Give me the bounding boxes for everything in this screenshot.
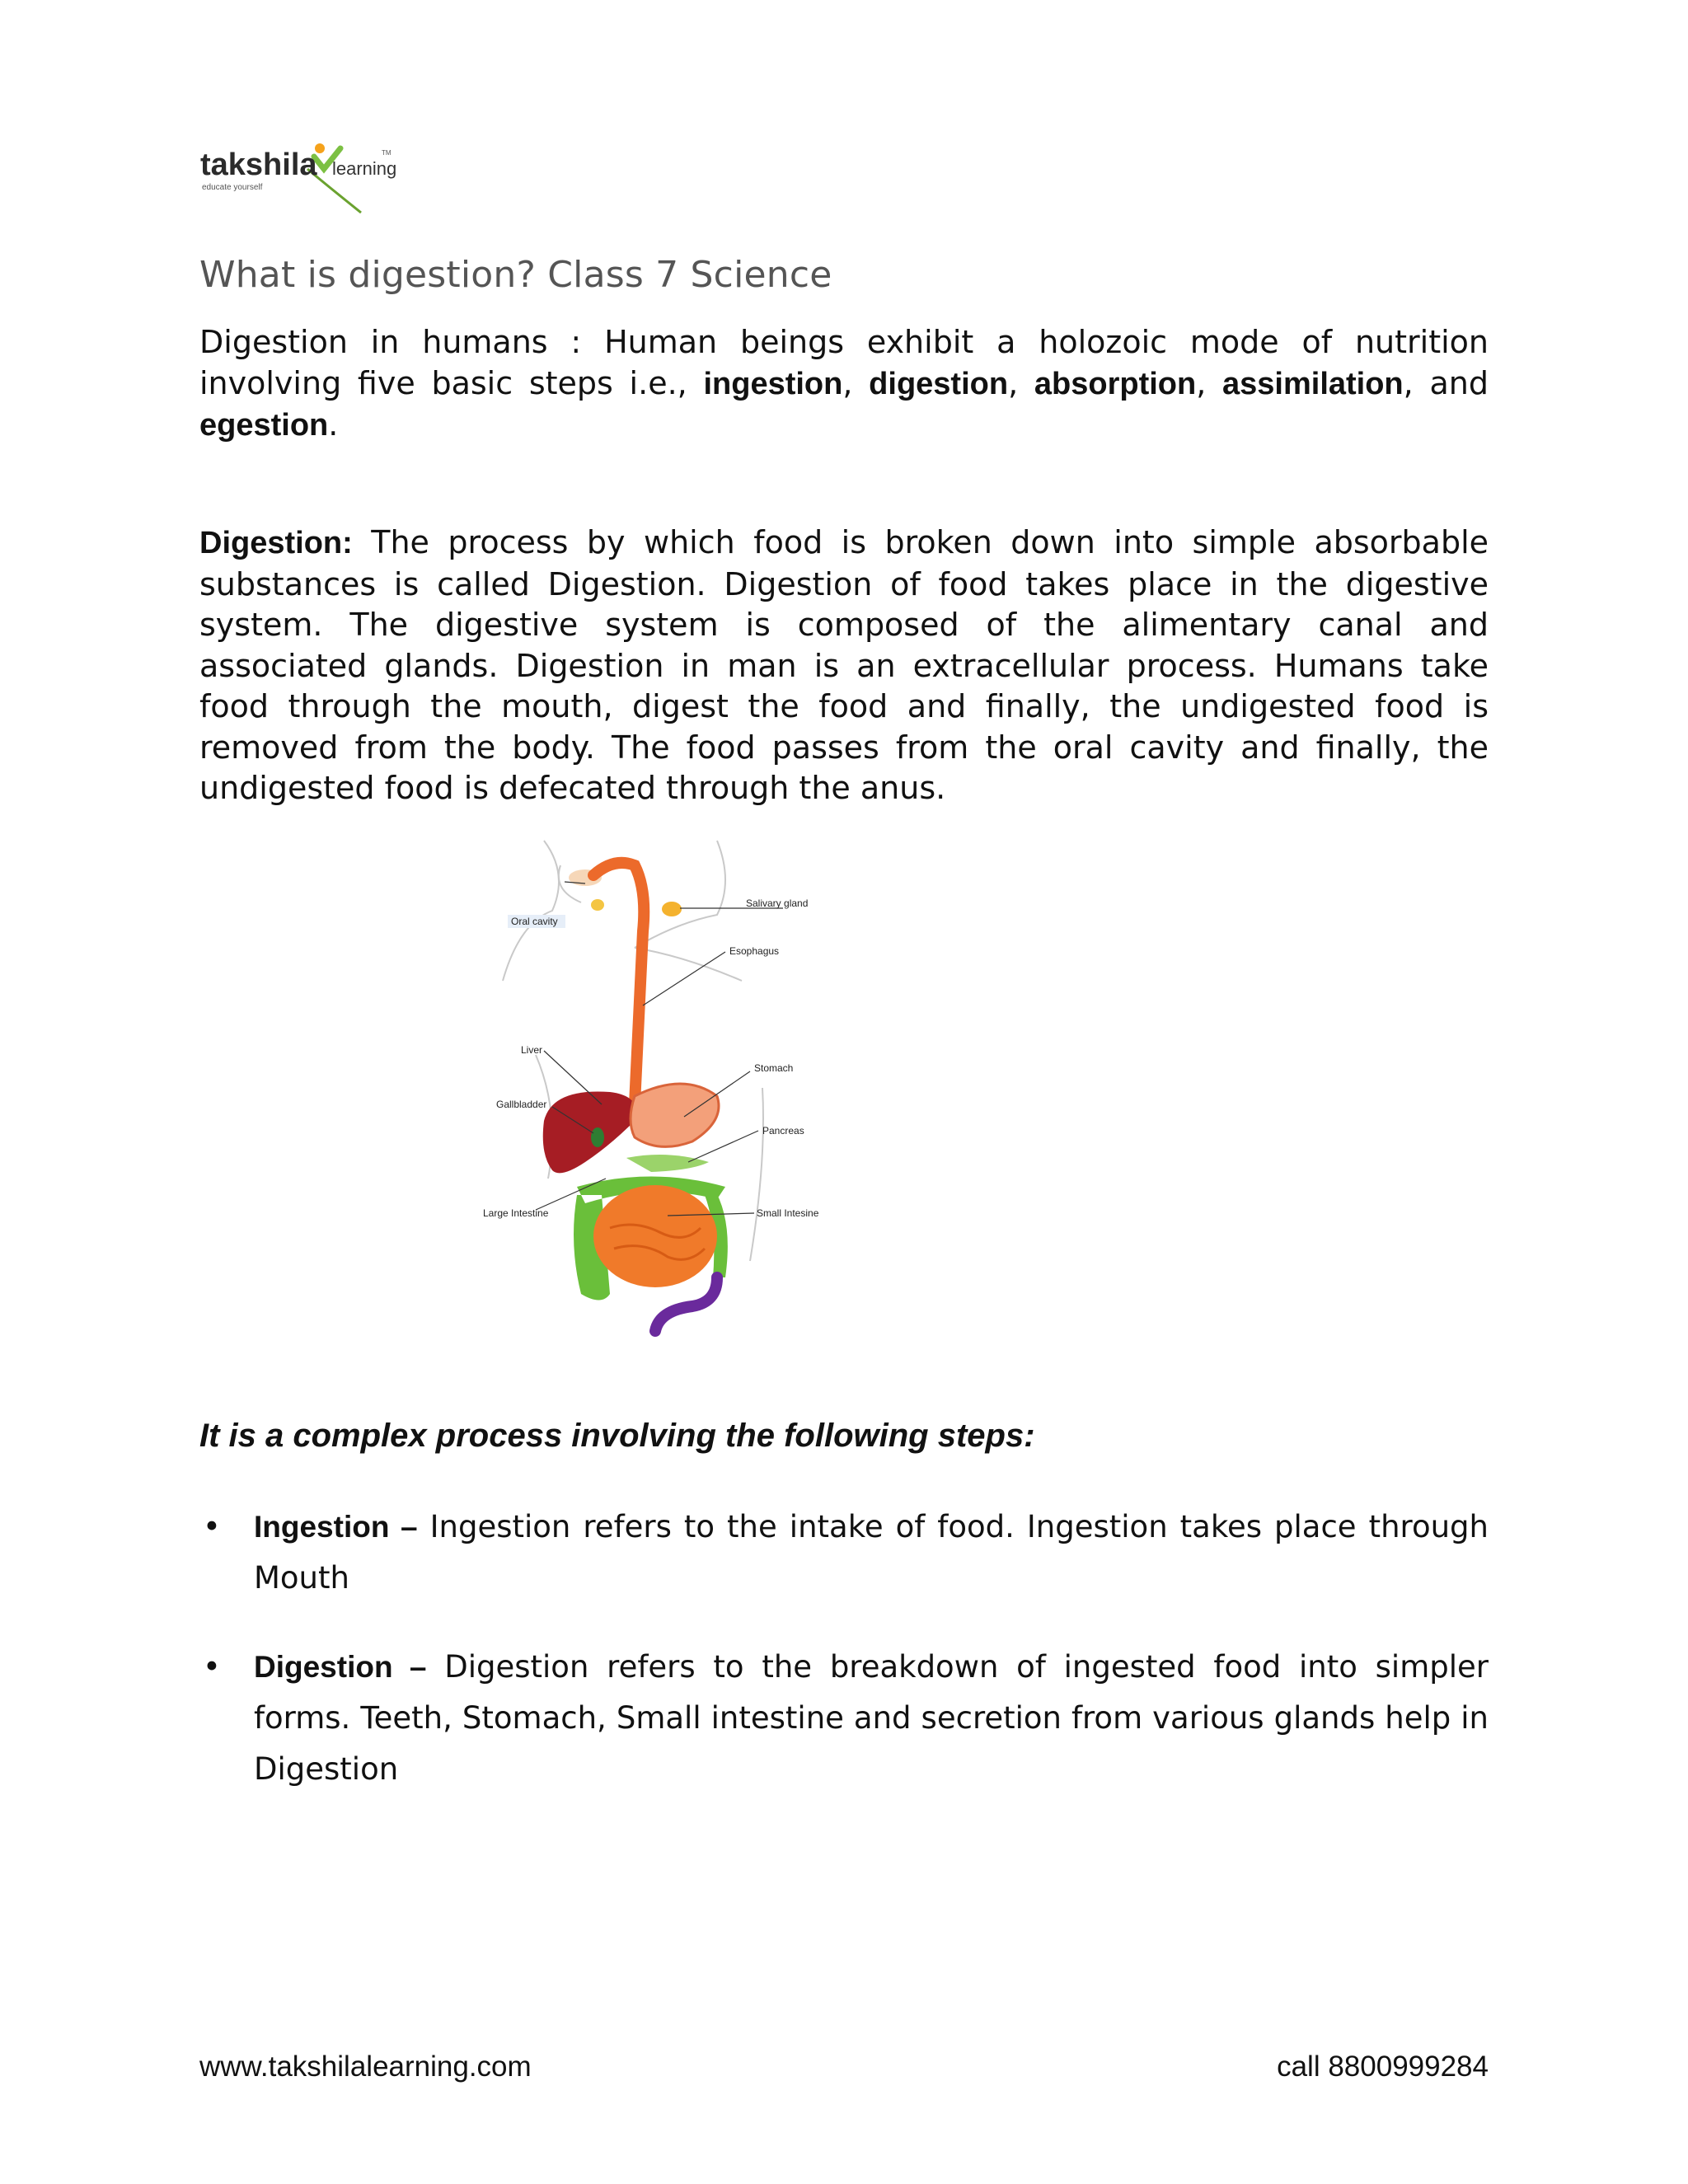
salivary-gland-shape <box>662 902 682 916</box>
intro-paragraph <box>199 322 1489 447</box>
liver-shape <box>543 1091 636 1173</box>
diagram-graphic <box>470 832 857 1343</box>
digestion-paragraph <box>199 523 1489 809</box>
logo-trademark: TM <box>382 149 392 157</box>
logo-brand-text: takshila <box>200 148 317 182</box>
separator: , <box>1008 364 1034 401</box>
separator: , <box>1196 364 1223 401</box>
term-absorption: absorption <box>1034 366 1197 401</box>
label-small-intestine: Small Intesine <box>757 1207 819 1219</box>
digestive-system-diagram <box>470 832 857 1343</box>
label-liver: Liver <box>521 1044 543 1056</box>
step-text: Ingestion refers to the intake of food. Ingestion takes place through Mouth <box>254 1509 1489 1596</box>
step-text: Digestion refers to the breakdown of ingested food into simpler forms. Teeth, Stomach, Small intestine and secretion from various glands help in Digestion <box>254 1649 1489 1787</box>
label-salivary-gland: Salivary gland <box>746 898 809 909</box>
step-term: Digestion – <box>254 1650 427 1684</box>
label-esophagus: Esophagus <box>729 945 780 957</box>
logo-tagline: educate yourself <box>202 183 263 192</box>
separator: , and <box>1403 364 1489 401</box>
label-gallbladder: Gallbladder <box>496 1099 547 1110</box>
stomach-shape <box>631 1084 719 1146</box>
gallbladder-shape <box>591 1127 604 1147</box>
bullet-dot: • <box>203 1509 221 1544</box>
period: . <box>328 406 339 443</box>
label-large-intestine: Large Intestine <box>483 1207 549 1219</box>
list-item <box>199 1502 1489 1604</box>
list-item <box>199 1642 1489 1795</box>
page-title: What is digestion? Class 7 Science <box>199 254 832 296</box>
esophagus-shape <box>593 863 644 1104</box>
term-egestion: egestion <box>199 408 329 443</box>
term-assimilation: assimilation <box>1222 366 1404 401</box>
digestion-text: The process by which food is broken down into simple absorbable substances is called Digestion. Digestion of food takes place in the digestive system. The digestive system is composed of the alimentary canal and associated glands. Digestion in man is an extracellular process. Humans take food through the mouth, digest the food and finally, the undigested food is removed from the body. The food passes from the oral cavity and finally, the undigested food is defecated through the anus. <box>199 524 1489 806</box>
takshila-logo <box>200 132 448 214</box>
term-ingestion: ingestion <box>703 366 843 401</box>
logo-graphic <box>200 132 448 214</box>
step-term: Ingestion – <box>254 1510 418 1544</box>
footer-website: www.takshilalearning.com <box>199 2050 532 2083</box>
salivary-gland-lower <box>591 899 604 911</box>
label-pancreas: Pancreas <box>762 1125 804 1137</box>
term-digestion: digestion <box>869 366 1009 401</box>
intro-lead: Digestion in humans : Human beings exhibit a holozoic mode of nutrition involving five basic steps i.e., <box>199 324 1489 401</box>
steps-heading: It is a complex process involving the following steps: <box>199 1418 1035 1454</box>
pancreas-shape <box>626 1155 709 1172</box>
digestion-label: Digestion: <box>199 526 353 560</box>
logo-word-text: learning <box>332 158 397 179</box>
label-stomach: Stomach <box>754 1062 794 1074</box>
separator: , <box>842 364 870 401</box>
steps-list <box>199 1502 1489 1833</box>
footer-phone: call 8800999284 <box>1277 2050 1489 2083</box>
label-oral-cavity: Oral cavity <box>511 916 558 927</box>
bullet-dot: • <box>203 1649 221 1685</box>
small-intestine-shape <box>593 1185 717 1287</box>
